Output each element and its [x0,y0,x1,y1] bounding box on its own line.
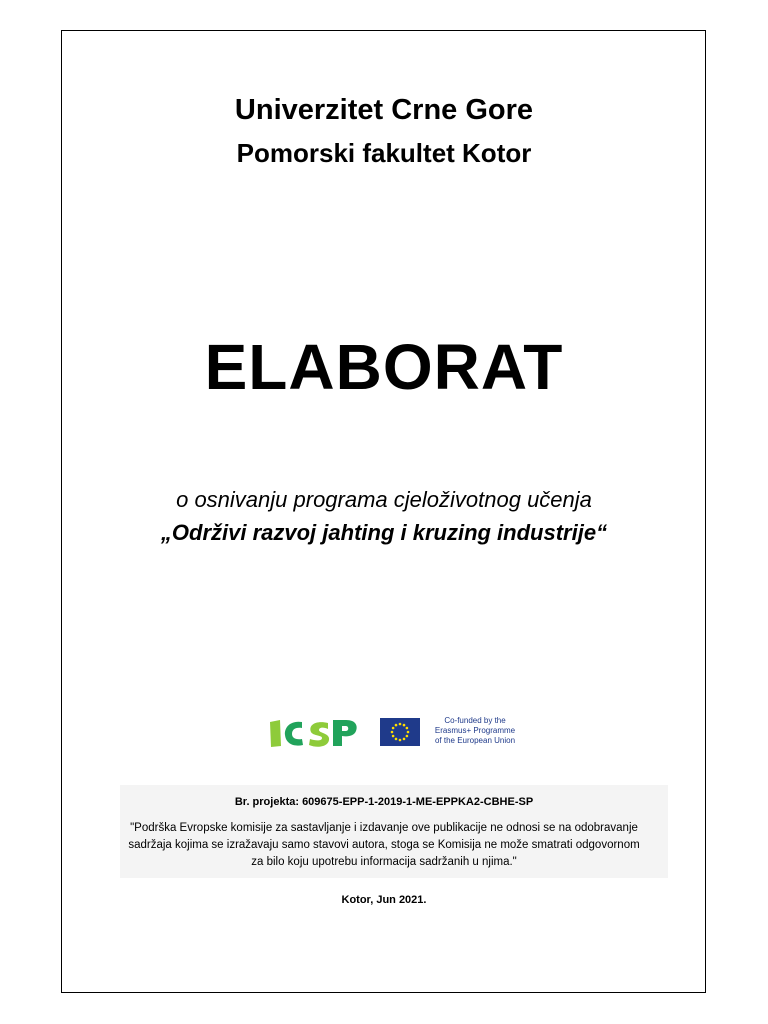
disclaimer-line: za bilo koju upotrebu informacija sadržanih u njima." [251,856,517,868]
icsp-logo [266,716,362,750]
disclaimer-line: sadržaja kojima se izražavaju samo stavovi autora, stoga se Komisija ne može smatrati odgovornom [128,839,640,851]
disclaimer-line: "Podrška Evropske komisije za sastavljanje i izdavanje ove publikacije ne odnosi se na odobravanje [130,822,638,834]
document-title: ELABORAT [204,331,564,403]
erasmus-cofunded-text [425,716,525,746]
eu-text-line: Co-funded by the [444,716,506,725]
faculty-name: Pomorski fakultet Kotor [236,138,532,168]
university-name: Univerzitet Crne Gore [234,94,534,126]
logos-row [0,712,768,752]
eu-text-line: of the European Union [434,736,516,745]
project-number: Br. projekta: 609675-EPP-1-2019-1-ME-EPPKA2-CBHE-SP [234,796,534,808]
eu-text-line: Erasmus+ Programme [434,726,516,735]
subtitle-line-1: o osnivanju programa cjeloživotnog učenja [176,487,592,512]
eu-disclaimer [0,820,768,871]
eu-flag-icon [380,718,420,746]
subtitle-line-2: „Održivi razvoj jahting i kruzing industrije“ [160,520,608,545]
place-date: Kotor, Jun 2021. [341,894,427,906]
